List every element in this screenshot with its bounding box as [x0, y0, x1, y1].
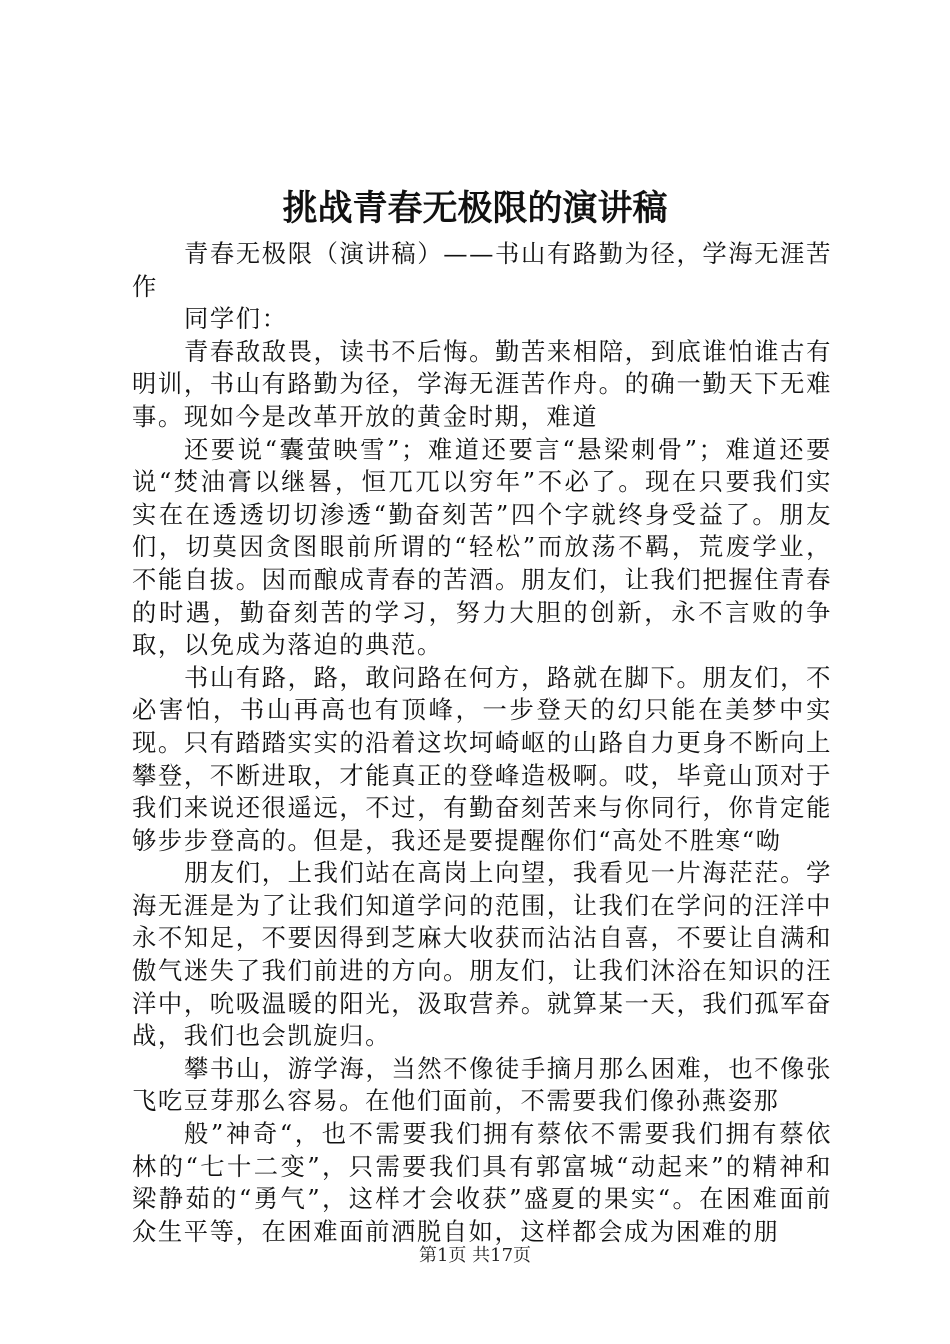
- paragraph: 青春敌敌畏，读书不后悔。勤苦来相陪，到底谁怕谁古有明训，书山有路勤为径，学海无涯苦作舟。的确一勤天下无难事。现如今是改革开放的黄金时期，难道: [132, 336, 832, 431]
- paragraph: 般”神奇“，也不需要我们拥有蔡依不需要我们拥有蔡依林的“七十二变”，只需要我们具有郭富城“动起来”的精神和梁静茹的“勇气”，这样才会收获”盛夏的果实“。在困难面前众生平等，在困难面前洒脱自如，这样都会成为困难的朋: [132, 1119, 832, 1246]
- paragraph: 还要说“囊萤映雪”；难道还要言“悬梁刺骨”；难道还要说“焚油膏以继晷，恒兀兀以穷年”不必了。现在只要我们实实在在透透切切渗透“勤奋刻苦”四个字就终身受益了。朋友们，切莫因贪图眼前所谓的“轻松”而放荡不羁，荒废学业，不能自拔。因而酿成青春的苦酒。朋友们，让我们把握住青春的时遇，勤奋刻苦的学习，努力大胆的创新，永不言败的争取，以免成为落迫的典范。: [132, 434, 832, 660]
- paragraph-subtitle: 青春无极限（演讲稿）——书山有路勤为径，学海无涯苦作: [132, 239, 832, 301]
- page-number-footer: 第1页 共17页: [418, 1245, 532, 1266]
- paragraph: 朋友们，上我们站在高岗上向望，我看见一片海茫茫。学海无涯是为了让我们知道学问的范围，让我们在学问的汪洋中永不知足，不要因得到芝麻大收获而沾沾自喜，不要让自满和傲气迷失了我们前进的方向。朋友们，让我们沐浴在知识的汪洋中，吮吸温暖的阳光，汲取营养。就算某一天，我们孤军奋战，我们也会凯旋归。: [132, 858, 832, 1051]
- document-body: [132, 238, 832, 1248]
- paragraph-salutation: 同学们：: [184, 304, 288, 334]
- paragraph: 书山有路，路，敢问路在何方，路就在脚下。朋友们，不必害怕，书山再高也有顶峰，一步登天的幻只能在美梦中实现。只有踏踏实实的沿着这坎坷崎岖的山路自力更身不断向上攀登，不断进取，才能真正的登峰造极啊。哎，毕竟山顶对于我们来说还很遥远，不过，有勤奋刻苦来与你同行，你肯定能够步步登高的。但是，我还是要提醒你们“高处不胜寒“呦: [132, 662, 832, 855]
- document-title: 挑战青春无极限的演讲稿: [282, 188, 668, 229]
- paragraph: 攀书山，游学海，当然不像徒手摘月那么困难，也不像张飞吃豆芽那么容易。在他们面前，不需要我们像孙燕姿那: [132, 1053, 832, 1116]
